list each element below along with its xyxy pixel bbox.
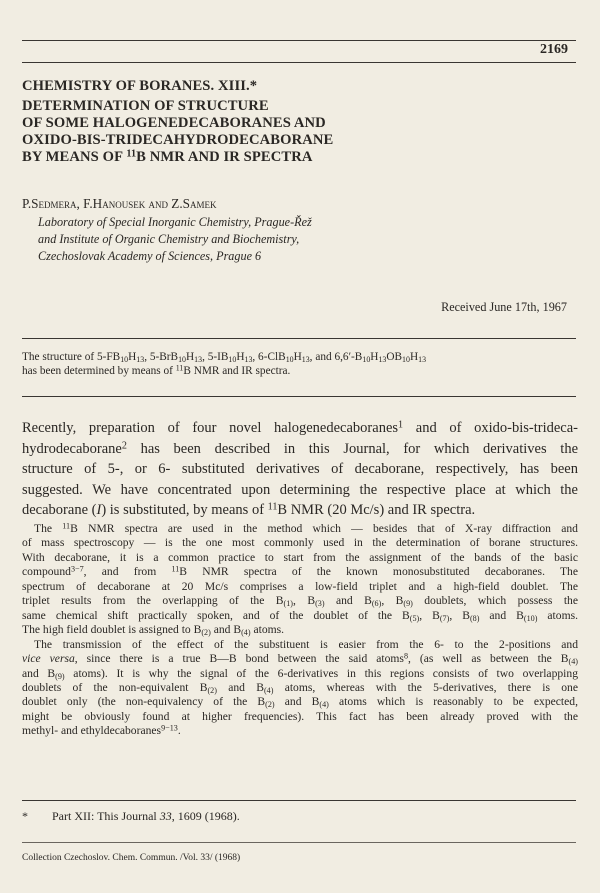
title-series: CHEMISTRY OF BORANES. XIII.* — [22, 78, 258, 94]
title-line-3: OXIDO-BIS-TRIDECAHYDRODECABORANE — [22, 132, 334, 148]
paragraph-1-line: The high field doublet is assigned to $B_{(2)}$ and $B_{(4)}$ atoms. — [22, 623, 285, 638]
abstract-top-rule — [22, 338, 576, 339]
paragraph-1-line: triplet results from the overlapping of the $B_{(1)}$, $B_{(3)}$ and $B_{(6)}$, $B_{(9)}$ doublets, which possess the — [22, 594, 578, 609]
footnote-rule — [22, 800, 576, 801]
title-line-1: DETERMINATION OF STRUCTURE — [22, 98, 269, 114]
paragraph-2-line: might be obviously found at higher frequencies). This fact has been already proved with the — [22, 709, 578, 723]
paragraph-1-line: spectrum of decaborane at 20 Mc/s comprises a low-field triplet and a high-field doublet. The — [22, 579, 578, 593]
paragraph-1-line: The $^{11}$B NMR spectra are used in the method which — besides that of X-ray diffraction and — [34, 521, 578, 535]
affiliation-line-2: and Institute of Organic Chemistry and Biochemistry, — [38, 232, 300, 246]
intro-line: Recently, preparation of four novel halogenedecaboranes$^1$ and of oxido-bis-trideca- — [22, 419, 578, 436]
footnote — [22, 809, 240, 824]
footnote-text: Part XII: This Journal 33, 1609 (1968). — [52, 809, 240, 823]
footer-rule — [22, 842, 576, 843]
paragraph-1-line: compound$^{3-7}$, and from $^{11}$B NMR spectra of the known monosubstituted decaboranes. The — [22, 564, 579, 579]
paragraph-1 — [22, 522, 578, 638]
paragraph-1-line: With decaborane, it is a common practice to start from the assignment of the bands of the basic — [22, 550, 578, 564]
received-date: Received June 17th, 1967 — [441, 300, 567, 314]
affiliation — [38, 214, 312, 265]
journal-footer: Collection Czechoslov. Chem. Commun. /Vol. 33/ (1968) — [22, 853, 241, 863]
paragraph-1-line: same chemical shift practically spoken, and of the doublet of the $B_{(5)}$, $B_{(7)}$, $B_{(8)}$ and $B_{(10)}$ atoms. — [22, 608, 578, 623]
intro-paragraph — [22, 418, 578, 521]
authors: P.Sedmera, F.Hanousek and Z.Samek — [22, 196, 217, 211]
article-title — [22, 78, 562, 166]
abstract — [22, 350, 582, 378]
abstract-line-2: has been determined by means of $^{11}$B NMR and IR spectra. — [22, 363, 291, 377]
paragraph-2-line: The transmission of the effect of the substituent is easier from the 6- to the 2-positions and — [34, 637, 578, 651]
paragraph-2-line: doublet only (the non-equivalency of the $B_{(2)}$ and $B_{(4)}$ atoms which is reasonably to be expected, — [22, 695, 578, 710]
paragraph-2-line: vice versa, since there is a true B—B bond between the said atoms$^8$, (as well as between the $B_{(4)}$ — [22, 651, 579, 667]
paragraph-2 — [22, 638, 578, 739]
paragraph-2-line: and $B_{(9)}$ atoms). It is why the signal of the 6-derivatives in this regions consists of two overlapping — [22, 666, 578, 681]
paragraph-2-line: methyl- and ethyldecaboranes$^{9-13}$. — [22, 723, 181, 738]
intro-line: hydrodecaborane$^2$ has been described in this Journal, for which derivatives the — [22, 439, 578, 457]
page-number: 2169 — [540, 42, 568, 57]
paragraph-2-line: doublets of the non-equivalent $B_{(2)}$ and $B_{(4)}$ atoms, whereas with the 5-derivatives, there is one — [22, 680, 578, 695]
paragraph-1-line: of mass spectroscopy — is the one most commonly used in the determination of borane structures. — [22, 536, 578, 550]
footnote-mark: * — [22, 809, 28, 823]
affiliation-line-1: Laboratory of Special Inorganic Chemistry, Prague-Řež — [38, 215, 312, 229]
header-rule — [22, 40, 576, 41]
title-line-2: OF SOME HALOGENEDECABORANES AND — [22, 115, 326, 131]
abstract-bottom-rule — [22, 396, 576, 397]
affiliation-line-3: Czechoslovak Academy of Sciences, Prague 6 — [38, 249, 262, 263]
intro-line: decaborane (I) is substituted, by means of $^{11}$B NMR (20 Mc/s) and IR spectra. — [22, 501, 476, 518]
header-rule-lower — [22, 62, 576, 63]
intro-line: suggested. We have concentrated upon determining the respective place at which the — [22, 481, 578, 498]
title-line-4: BY MEANS OF $^{11}$B NMR AND IR SPECTRA — [22, 148, 313, 165]
intro-line: structure of 5-, or 6- substituted derivatives of decaborane, respectively, has been — [22, 461, 578, 477]
abstract-line-1: The structure of $5-FB_{10}H_{13}$, $5-BrB_{10}H_{13}$, $5-IB_{10}H_{13}$, $6-ClB_{10}H_{13}$, and $6,6'-B_{10}H_{13}OB_{10}H_{13}$ — [22, 351, 427, 364]
body-text — [22, 522, 578, 739]
